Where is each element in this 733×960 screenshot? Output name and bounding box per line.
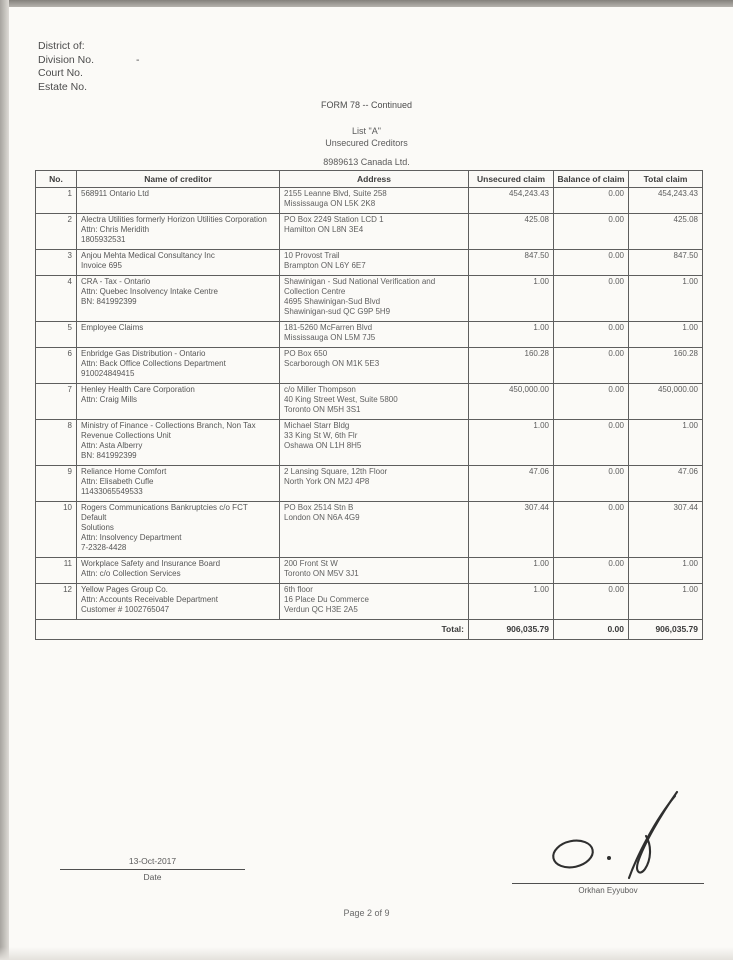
form-heading bbox=[0, 99, 733, 168]
cell-unsecured-claim: 307.44 bbox=[469, 502, 554, 558]
cell-address: PO Box 650 Scarborough ON M1K 5E3 bbox=[280, 348, 469, 384]
cell-creditor-name: 568911 Ontario Ltd bbox=[77, 188, 280, 214]
col-unsecured: Unsecured claim bbox=[469, 171, 554, 188]
col-balance: Balance of claim bbox=[554, 171, 629, 188]
col-name: Name of creditor bbox=[77, 171, 280, 188]
court-no-line bbox=[38, 67, 140, 81]
company-name: 8989613 Canada Ltd. bbox=[323, 157, 410, 167]
table-row bbox=[36, 584, 703, 620]
cell-total-claim: 47.06 bbox=[629, 466, 703, 502]
cell-address: PO Box 2514 Stn B London ON N6A 4G9 bbox=[280, 502, 469, 558]
district-line bbox=[38, 40, 140, 54]
cell-no: 11 bbox=[36, 558, 77, 584]
cell-creditor-name: Reliance Home Comfort Attn: Elisabeth Cufle 11433065549533 bbox=[77, 466, 280, 502]
cell-address: 181-5260 McFarren Blvd Mississauga ON L5M 7J5 bbox=[280, 322, 469, 348]
cell-no: 4 bbox=[36, 276, 77, 322]
list-subtitle: Unsecured Creditors bbox=[325, 138, 408, 148]
cell-address: 10 Provost Trail Brampton ON L6Y 6E7 bbox=[280, 250, 469, 276]
table-row bbox=[36, 322, 703, 348]
cell-no: 9 bbox=[36, 466, 77, 502]
cell-creditor-name: Employee Claims bbox=[77, 322, 280, 348]
table-row bbox=[36, 214, 703, 250]
cell-total-claim: 307.44 bbox=[629, 502, 703, 558]
date-signature-line bbox=[60, 869, 245, 870]
page-number: Page 2 of 9 bbox=[343, 908, 390, 918]
division-line bbox=[38, 54, 140, 68]
cell-no: 6 bbox=[36, 348, 77, 384]
cell-creditor-name: Yellow Pages Group Co. Attn: Accounts Receivable Department Customer # 1002765047 bbox=[77, 584, 280, 620]
cell-unsecured-claim: 425.08 bbox=[469, 214, 554, 250]
cell-total-claim: 1.00 bbox=[629, 322, 703, 348]
cell-balance-of-claim: 0.00 bbox=[554, 584, 629, 620]
date-block bbox=[60, 856, 245, 882]
cell-address: PO Box 2249 Station LCD 1 Hamilton ON L8N 3E4 bbox=[280, 214, 469, 250]
cell-unsecured-claim: 454,243.43 bbox=[469, 188, 554, 214]
table-footer bbox=[36, 620, 703, 640]
cell-balance-of-claim: 0.00 bbox=[554, 384, 629, 420]
court-header-block bbox=[38, 40, 140, 94]
cell-unsecured-claim: 1.00 bbox=[469, 584, 554, 620]
cell-no: 8 bbox=[36, 420, 77, 466]
table-row bbox=[36, 188, 703, 214]
total-row bbox=[36, 620, 703, 640]
table-row bbox=[36, 420, 703, 466]
col-total: Total claim bbox=[629, 171, 703, 188]
district-label: District of: bbox=[38, 40, 85, 52]
total-label: Total: bbox=[36, 620, 469, 640]
cell-unsecured-claim: 450,000.00 bbox=[469, 384, 554, 420]
cell-total-claim: 1.00 bbox=[629, 420, 703, 466]
total-balance: 0.00 bbox=[554, 620, 629, 640]
cell-creditor-name: Enbridge Gas Distribution - Ontario Attn: Back Office Collections Department 910024849415 bbox=[77, 348, 280, 384]
table-header bbox=[36, 171, 703, 188]
cell-unsecured-claim: 847.50 bbox=[469, 250, 554, 276]
cell-balance-of-claim: 0.00 bbox=[554, 420, 629, 466]
cell-total-claim: 160.28 bbox=[629, 348, 703, 384]
cell-balance-of-claim: 0.00 bbox=[554, 214, 629, 250]
cell-address: 6th floor 16 Place Du Commerce Verdun QC H3E 2A5 bbox=[280, 584, 469, 620]
cell-total-claim: 1.00 bbox=[629, 584, 703, 620]
cell-unsecured-claim: 47.06 bbox=[469, 466, 554, 502]
cell-balance-of-claim: 0.00 bbox=[554, 348, 629, 384]
total-unsecured: 906,035.79 bbox=[469, 620, 554, 640]
cell-creditor-name: Alectra Utilities formerly Horizon Utilities Corporation Attn: Chris Meridith 1805932531 bbox=[77, 214, 280, 250]
cell-unsecured-claim: 1.00 bbox=[469, 420, 554, 466]
cell-balance-of-claim: 0.00 bbox=[554, 276, 629, 322]
table-row bbox=[36, 384, 703, 420]
date-value: 13-Oct-2017 bbox=[128, 856, 177, 866]
cell-address: 2155 Leanne Blvd, Suite 258 Mississauga ON L5K 2K8 bbox=[280, 188, 469, 214]
court-no-label: Court No. bbox=[38, 67, 83, 79]
cell-unsecured-claim: 1.00 bbox=[469, 322, 554, 348]
total-total: 906,035.79 bbox=[629, 620, 703, 640]
cell-balance-of-claim: 0.00 bbox=[554, 322, 629, 348]
cell-address: 200 Front St W Toronto ON M5V 3J1 bbox=[280, 558, 469, 584]
cell-address: Shawinigan - Sud National Verification and Collection Centre 4695 Shawinigan-Sud Blvd Shawinigan-sud QC G9P 5H9 bbox=[280, 276, 469, 322]
cell-total-claim: 1.00 bbox=[629, 558, 703, 584]
cell-creditor-name: Workplace Safety and Insurance Board Attn: c/o Collection Services bbox=[77, 558, 280, 584]
cell-creditor-name: Henley Health Care Corporation Attn: Craig Mills bbox=[77, 384, 280, 420]
cell-balance-of-claim: 0.00 bbox=[554, 250, 629, 276]
cell-unsecured-claim: 1.00 bbox=[469, 558, 554, 584]
table-row bbox=[36, 466, 703, 502]
table-row bbox=[36, 502, 703, 558]
cell-unsecured-claim: 160.28 bbox=[469, 348, 554, 384]
cell-creditor-name: Ministry of Finance - Collections Branch, Non Tax Revenue Collections Unit Attn: Asta Alberry BN: 841992399 bbox=[77, 420, 280, 466]
cell-no: 1 bbox=[36, 188, 77, 214]
cell-balance-of-claim: 0.00 bbox=[554, 502, 629, 558]
cell-no: 7 bbox=[36, 384, 77, 420]
cell-balance-of-claim: 0.00 bbox=[554, 466, 629, 502]
cell-creditor-name: CRA - Tax - Ontario Attn: Quebec Insolvency Intake Centre BN: 841992399 bbox=[77, 276, 280, 322]
cell-creditor-name: Anjou Mehta Medical Consultancy Inc Invoice 695 bbox=[77, 250, 280, 276]
signer-name: Orkhan Eyyubov bbox=[578, 886, 638, 895]
cell-total-claim: 1.00 bbox=[629, 276, 703, 322]
table-row bbox=[36, 558, 703, 584]
cell-address: 2 Lansing Square, 12th Floor North York ON M2J 4P8 bbox=[280, 466, 469, 502]
cell-balance-of-claim: 0.00 bbox=[554, 188, 629, 214]
signer-line bbox=[512, 883, 704, 884]
cell-no: 10 bbox=[36, 502, 77, 558]
table-row bbox=[36, 276, 703, 322]
cell-no: 5 bbox=[36, 322, 77, 348]
cell-no: 12 bbox=[36, 584, 77, 620]
cell-no: 3 bbox=[36, 250, 77, 276]
division-label: Division No. bbox=[38, 53, 95, 66]
table-row bbox=[36, 250, 703, 276]
estate-no-label: Estate No. bbox=[38, 80, 88, 93]
creditor-table-body bbox=[36, 188, 703, 620]
cell-no: 2 bbox=[36, 214, 77, 250]
table-row bbox=[36, 348, 703, 384]
form-title: FORM 78 -- Continued bbox=[320, 100, 413, 110]
cell-address: c/o Miller Thompson 40 King Street West, Suite 5800 Toronto ON M5H 3S1 bbox=[280, 384, 469, 420]
estate-no-line bbox=[38, 81, 140, 95]
cell-creditor-name: Rogers Communications Bankruptcies c/o FCT Default Solutions Attn: Insolvency Department 7-2328-4428 bbox=[77, 502, 280, 558]
scan-edge-bottom bbox=[0, 947, 733, 960]
cell-address: Michael Starr Bldg 33 King St W, 6th Flr Oshawa ON L1H 8H5 bbox=[280, 420, 469, 466]
date-label: Date bbox=[143, 872, 162, 882]
col-no: No. bbox=[36, 171, 77, 188]
list-label: List "A" bbox=[352, 126, 381, 136]
signature-block bbox=[512, 788, 704, 895]
cell-total-claim: 847.50 bbox=[629, 250, 703, 276]
cell-total-claim: 450,000.00 bbox=[629, 384, 703, 420]
creditors-table bbox=[35, 170, 703, 640]
cell-unsecured-claim: 1.00 bbox=[469, 276, 554, 322]
division-value: - bbox=[136, 53, 140, 66]
col-address: Address bbox=[280, 171, 469, 188]
signature-icon bbox=[517, 788, 699, 880]
scan-edge-top bbox=[0, 0, 733, 7]
cell-total-claim: 454,243.43 bbox=[629, 188, 703, 214]
cell-balance-of-claim: 0.00 bbox=[554, 558, 629, 584]
cell-total-claim: 425.08 bbox=[629, 214, 703, 250]
